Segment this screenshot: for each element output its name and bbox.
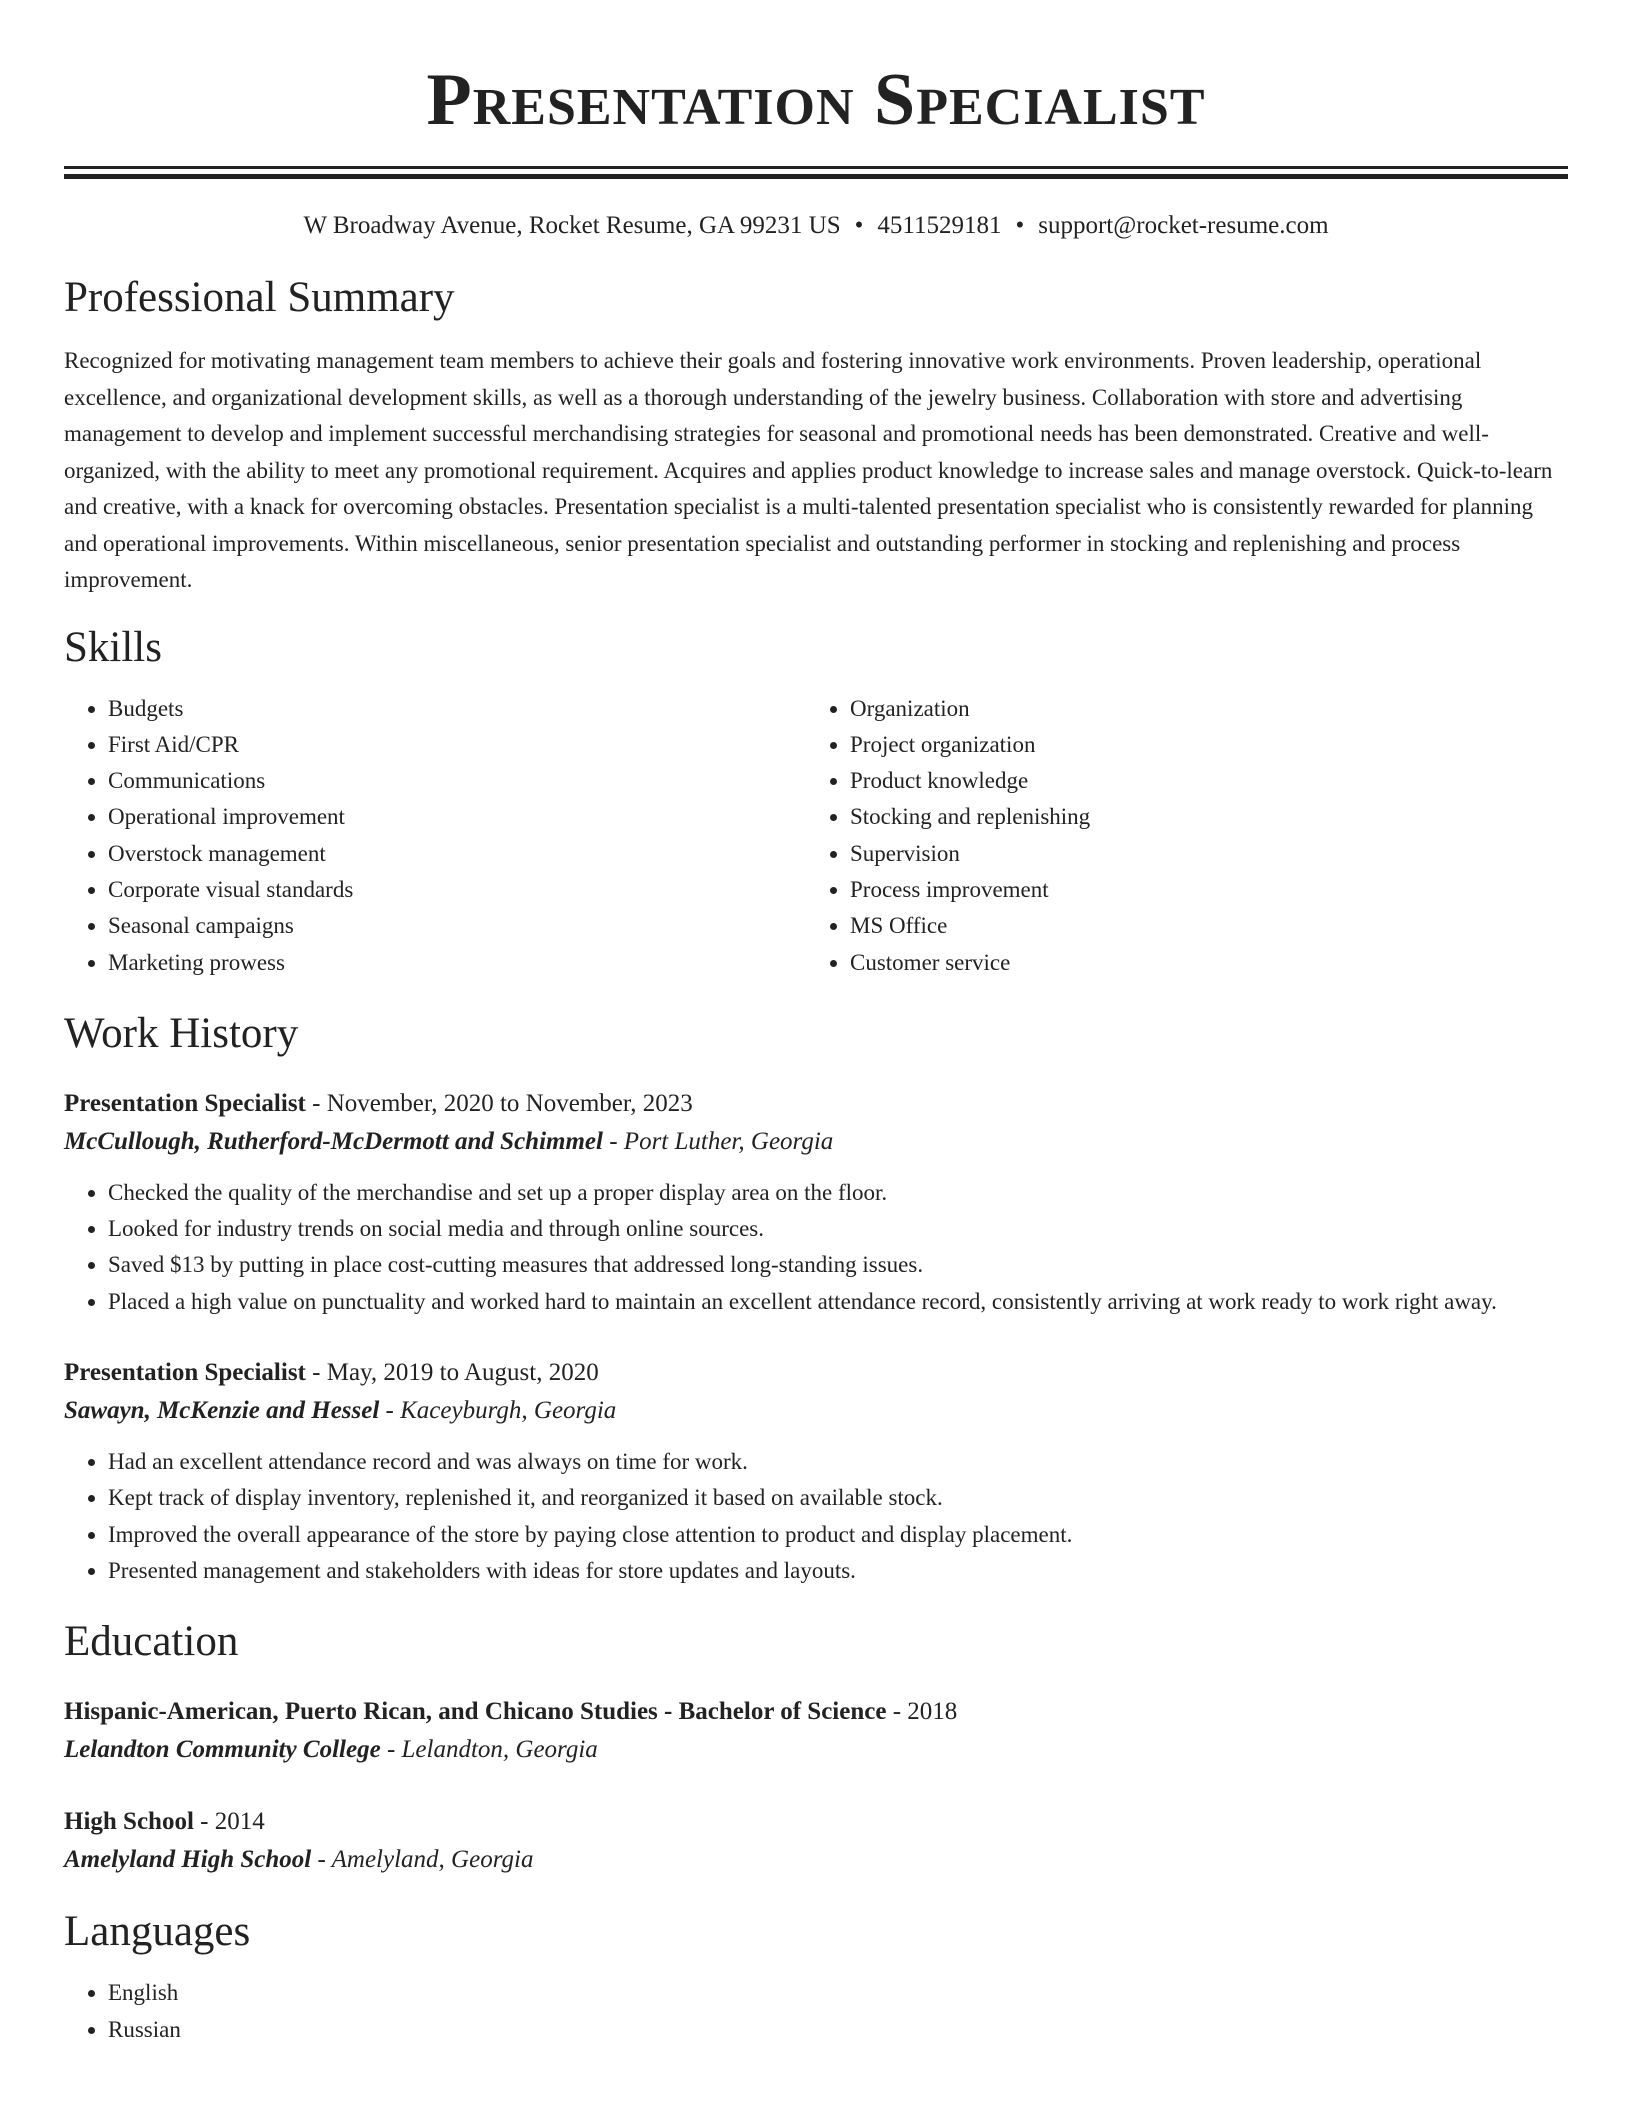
section-heading-education: Education — [64, 1618, 239, 1666]
job-entry — [64, 1085, 1568, 1320]
employer-name: McCullough, Rutherford-McDermott and Schimmel — [64, 1127, 603, 1155]
job-bullet: • Kept track of display inventory, replenished it, and reorganized it based on available stock. — [108, 1480, 1568, 1516]
skill-item: • Corporate visual standards — [108, 872, 806, 908]
degree-line — [64, 1803, 1568, 1841]
language-item: • English — [108, 1975, 1568, 2011]
degree-year: - 2018 — [886, 1698, 958, 1726]
job-dates: - May, 2019 to August, 2020 — [305, 1359, 599, 1387]
employer-name: Sawayn, McKenzie and Hessel — [64, 1397, 380, 1425]
job-bullet-list — [64, 1444, 1568, 1589]
skill-item: • Customer service — [850, 945, 1548, 981]
languages-list — [64, 1975, 1568, 2048]
skill-item: • Marketing prowess — [108, 945, 806, 981]
contact-phone: 4511529181 — [877, 212, 1002, 239]
skill-item: • Process improvement — [850, 872, 1548, 908]
skill-item: • Product knowledge — [850, 763, 1548, 799]
skill-item: • Budgets — [108, 691, 806, 727]
employer-line — [64, 1123, 1568, 1161]
job-entry — [64, 1354, 1568, 1589]
skill-item: • Supervision — [850, 836, 1548, 872]
job-bullet-list — [64, 1175, 1568, 1320]
skill-item: • Operational improvement — [108, 799, 806, 835]
job-bullet: • Placed a high value on punctuality and worked hard to maintain an excellent attendance record, consistently arriving at work ready to work right away. — [108, 1284, 1568, 1320]
skill-item: • MS Office — [850, 908, 1548, 944]
job-bullet: • Presented management and stakeholders with ideas for store updates and layouts. — [108, 1553, 1568, 1589]
education-entry — [64, 1803, 1568, 1879]
job-bullet: • Checked the quality of the merchandise and set up a proper display area on the floor. — [108, 1175, 1568, 1211]
degree-year: - 2014 — [193, 1808, 265, 1836]
skill-item: • Project organization — [850, 727, 1548, 763]
section-heading-languages: Languages — [64, 1908, 251, 1956]
job-title: Presentation Specialist — [64, 1359, 306, 1387]
employer-line — [64, 1392, 1568, 1430]
school-name: Amelyland High School — [64, 1846, 312, 1874]
degree-name: High School — [64, 1808, 194, 1836]
skill-item: • Seasonal campaigns — [108, 908, 806, 944]
skill-item: • First Aid/CPR — [108, 727, 806, 763]
job-bullet: • Improved the overall appearance of the store by paying close attention to product and display placement. — [108, 1517, 1568, 1553]
employer-location: - Kaceyburgh, Georgia — [379, 1397, 617, 1425]
contact-separator: • — [854, 212, 864, 239]
header-divider-thin — [64, 166, 1568, 169]
degree-line — [64, 1693, 1568, 1731]
school-location: - Amelyland, Georgia — [311, 1846, 534, 1874]
job-bullet: • Had an excellent attendance record and was always on time for work. — [108, 1444, 1568, 1480]
job-title-line — [64, 1085, 1568, 1123]
contact-separator: • — [1015, 212, 1025, 239]
employer-location: - Port Luther, Georgia — [602, 1127, 834, 1155]
job-bullet: • Saved $13 by putting in place cost-cutting measures that addressed long-standing issues. — [108, 1247, 1568, 1283]
skill-item: • Communications — [108, 763, 806, 799]
contact-address: W Broadway Avenue, Rocket Resume, GA 99231 US — [303, 212, 841, 239]
skills-columns — [64, 691, 1568, 981]
language-item: • Russian — [108, 2012, 1568, 2048]
job-dates: - November, 2020 to November, 2023 — [305, 1089, 693, 1117]
skills-list-right — [806, 691, 1548, 981]
school-name: Lelandton Community College — [64, 1736, 381, 1764]
section-heading-work-history: Work History — [64, 1009, 299, 1057]
contact-line — [64, 209, 1568, 243]
school-location: - Lelandton, Georgia — [380, 1736, 598, 1764]
degree-name: Hispanic-American, Puerto Rican, and Chicano Studies - Bachelor of Science — [64, 1698, 887, 1726]
section-heading-summary: Professional Summary — [64, 274, 455, 321]
job-title: Presentation Specialist — [64, 1089, 306, 1117]
resume-name-title: Presentation Specialist — [426, 59, 1206, 141]
job-title-line — [64, 1354, 1568, 1392]
section-heading-skills: Skills — [64, 623, 162, 671]
summary-text: Recognized for motivating management team members to achieve their goals and fostering innovative work environments. Proven leadership, operational excellence, and organizational development skills, as well as a thorough understanding of the jewelry business. Collaboration with store and advertising management to develop and implement successful merchandising strategies for seasonal and promotional needs has been demonstrated. Creative and well-organized, with the ability to meet any promotional requirement. Acquires and applies product knowledge to increase sales and manage overstock. Quick-to-learn and creative, with a knack for overcoming obstacles. Presentation specialist is a multi-talented presentation specialist who is consistently rewarded for planning and operational improvements. Within miscellaneous, senior presentation specialist and outstanding performer in stocking and replenishing and process improvement. — [64, 348, 1553, 592]
education-entry — [64, 1693, 1568, 1769]
skills-list-left — [64, 691, 806, 981]
skill-item: • Stocking and replenishing — [850, 799, 1548, 835]
skill-item: • Overstock management — [108, 836, 806, 872]
header-divider-thick — [64, 174, 1568, 179]
school-line — [64, 1841, 1568, 1879]
contact-email: support@rocket-resume.com — [1038, 212, 1329, 239]
skill-item: • Organization — [850, 691, 1548, 727]
job-bullet: • Looked for industry trends on social media and through online sources. — [108, 1211, 1568, 1247]
school-line — [64, 1731, 1568, 1769]
